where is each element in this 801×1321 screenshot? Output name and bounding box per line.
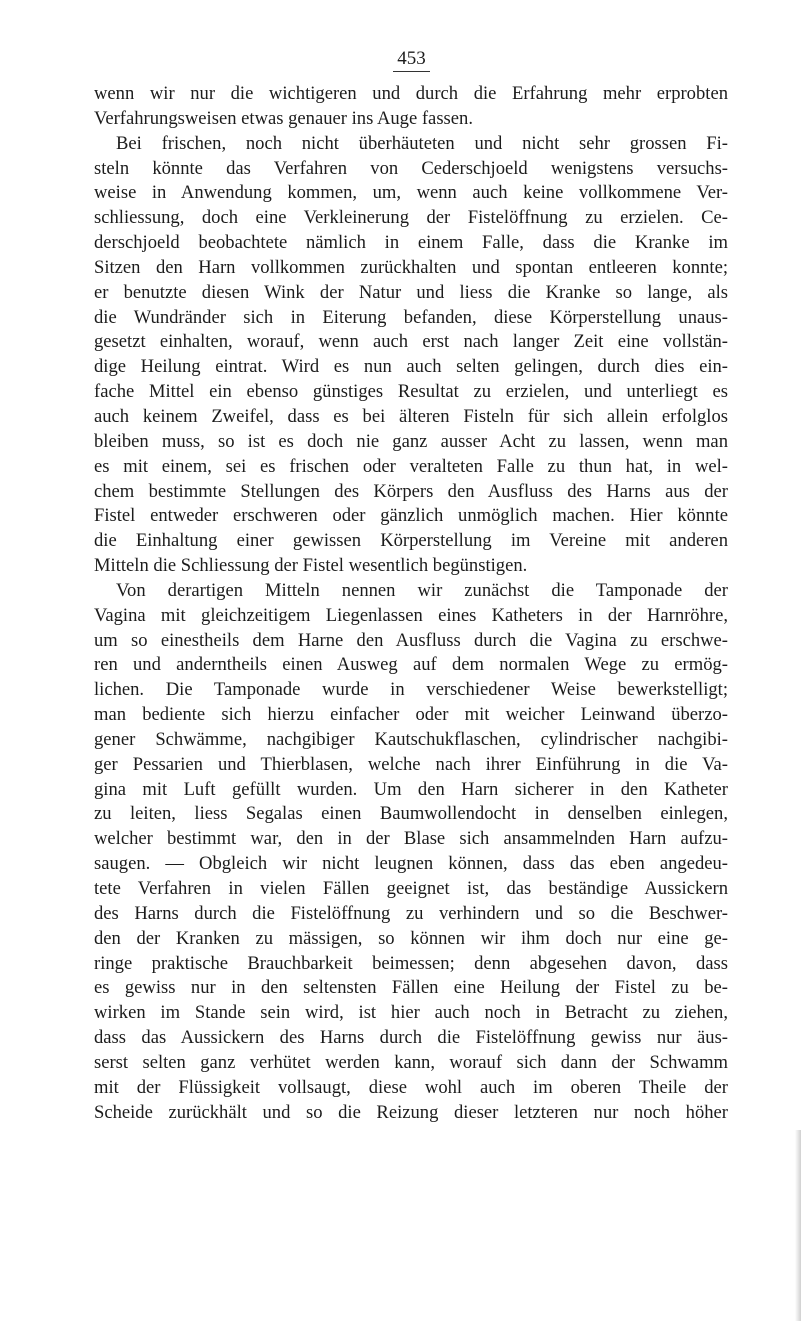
text-line: auch keinem Zweifel, dass es bei älteren Fisteln für sich allein erfolglos <box>94 405 728 427</box>
text-line: es mit einem, sei es frischen oder veralteten Falle zu thun hat, in wel- <box>94 455 728 477</box>
text-line: gener Schwämme, nachgibiger Kautschukflaschen, cylindrischer nachgibi- <box>94 728 728 750</box>
text-line: um so einestheils dem Harne den Ausfluss durch die Vagina zu erschwe- <box>94 629 728 651</box>
text-line: Bei frischen, noch nicht überhäuteten und nicht sehr grossen Fi- <box>116 132 728 154</box>
text-line: Mitteln die Schliessung der Fistel wesentlich begünstigen. <box>94 555 528 577</box>
text-line: die Einhaltung einer gewissen Körperstellung im Vereine mit anderen <box>94 530 728 552</box>
text-line: steln könnte das Verfahren von Cederschjoeld wenigstens versuchs- <box>94 157 728 179</box>
text-line: gina mit Luft gefüllt wurden. Um den Harn sicherer in den Katheter <box>94 778 728 800</box>
text-line: weise in Anwendung kommen, um, wenn auch keine vollkommene Ver- <box>94 182 728 204</box>
text-line: dass das Aussickern des Harns durch die Fistelöffnung gewiss nur äus- <box>94 1027 728 1049</box>
text-line: gesetzt einhalten, worauf, wenn auch erst nach langer Zeit eine vollstän- <box>94 331 728 353</box>
text-line: Fistel entweder erschweren oder gänzlich unmöglich machen. Hier könnte <box>94 505 728 527</box>
text-line: wenn wir nur die wichtigeren und durch die Erfahrung mehr erprobten <box>94 83 728 104</box>
page-number: 453 <box>0 48 801 72</box>
text-line: tete Verfahren in vielen Fällen geeignet ist, das beständige Aussickern <box>94 878 728 899</box>
text-line: man bediente sich hierzu einfacher oder mit weicher Leinwand überzo- <box>94 704 728 726</box>
text-line: wirken im Stande sein wird, ist hier auch noch in Betracht zu ziehen, <box>94 1002 728 1024</box>
text-line: des Harns durch die Fistelöffnung zu verhindern und so die Beschwer- <box>94 902 728 924</box>
text-line: Von derartigen Mitteln nennen wir zunächst die Tamponade der <box>116 579 728 601</box>
text-line: welcher bestimmt war, den in der Blase sich ansammelnden Harn aufzu- <box>94 828 728 850</box>
text-line: schliessung, doch eine Verkleinerung der Fistelöffnung zu erzielen. Ce- <box>94 207 728 229</box>
text-line: bleiben muss, so ist es doch nie ganz ausser Acht zu lassen, wenn man <box>94 430 728 452</box>
text-line: lichen. Die Tamponade wurde in verschiedener Weise bewerkstelligt; <box>94 679 728 701</box>
page-edge-shadow <box>795 1130 801 1321</box>
text-line: ger Pessarien und Thierblasen, welche nach ihrer Einführung in die Va- <box>94 753 728 775</box>
text-line: es gewiss nur in den seltensten Fällen eine Heilung der Fistel zu be- <box>94 977 728 999</box>
text-line: Verfahrungsweisen etwas genauer ins Auge fassen. <box>94 107 473 129</box>
text-line: fache Mittel ein ebenso günstiges Resultat zu erzielen, und unterliegt es <box>94 381 728 403</box>
text-line: mit der Flüssigkeit vollsaugt, diese wohl auch im oberen Theile der <box>94 1076 728 1098</box>
text-line: er benutzte diesen Wink der Natur und liess die Kranke so lange, als <box>94 281 728 303</box>
text-line: die Wundränder sich in Eiterung befanden, diese Körperstellung unaus- <box>94 306 728 328</box>
text-line: den der Kranken zu mässigen, so können wir ihm doch nur eine ge- <box>94 927 728 949</box>
text-line: derschjoeld beobachtete nämlich in einem Falle, dass die Kranke im <box>94 232 728 254</box>
text-line: Vagina mit gleichzeitigem Liegenlassen eines Katheters in der Harnröhre, <box>94 604 728 626</box>
text-line: chem bestimmte Stellungen des Körpers den Ausfluss des Harns aus der <box>94 480 728 502</box>
text-line: dige Heilung eintrat. Wird es nun auch selten gelingen, durch dies ein- <box>94 356 728 378</box>
text-line: ringe praktische Brauchbarkeit beimessen; denn abgesehen davon, dass <box>94 952 728 974</box>
text-line: zu leiten, liess Segalas einen Baumwollendocht in denselben einlegen, <box>94 803 728 825</box>
body-text <box>94 82 728 1125</box>
text-line: Sitzen den Harn vollkommen zurückhalten und spontan entleeren konnte; <box>94 256 728 278</box>
text-line: Scheide zurückhält und so die Reizung dieser letzteren nur noch höher <box>94 1101 728 1123</box>
text-line: serst selten ganz verhütet werden kann, worauf sich dann der Schwamm <box>94 1051 728 1073</box>
text-line: saugen. — Obgleich wir nicht leugnen können, dass das eben angedeu- <box>94 853 728 875</box>
text-line: ren und anderntheils einen Ausweg auf dem normalen Wege zu ermög- <box>94 654 728 676</box>
